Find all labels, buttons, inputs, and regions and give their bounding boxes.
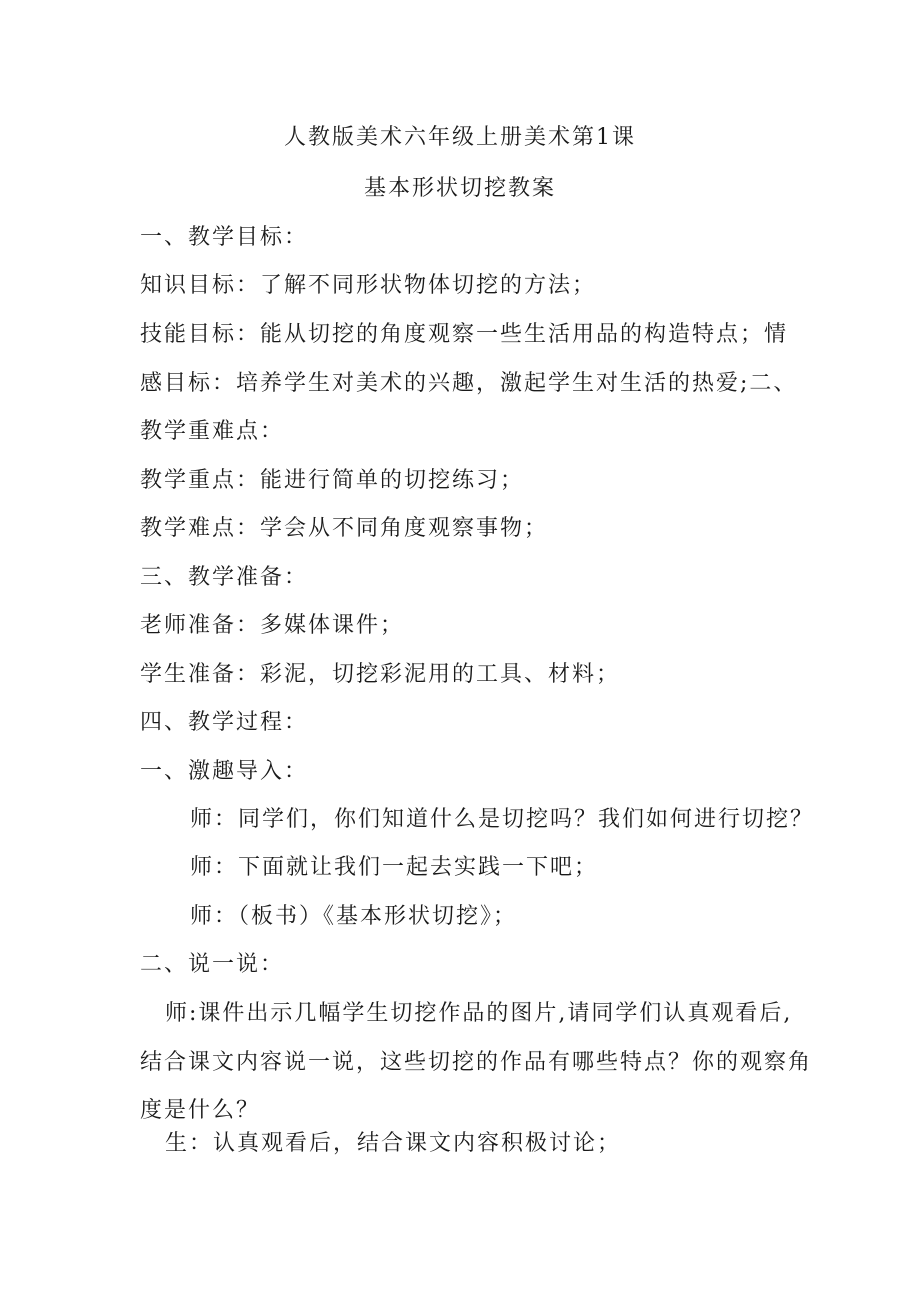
paragraph-line: 度是什么？ [140, 1098, 261, 1123]
paragraph-line: 知识目标：了解不同形状物体切挖的方法； [140, 273, 597, 298]
dialogue-line: 师：同学们，你们知道什么是切挖吗？我们如何进行切挖？ [190, 807, 815, 832]
paragraph-line: 学生准备：彩泥，切挖彩泥用的工具、材料； [140, 662, 621, 687]
document-title-line2: 基本形状切挖教案 [363, 176, 556, 201]
dialogue-line: 师：（板书）《基本形状切挖》； [190, 904, 518, 929]
section-heading-preparation: 三、教学准备： [140, 565, 309, 590]
section-heading-process: 四、教学过程： [140, 710, 309, 735]
dialogue-line: 生：认真观看后，结合课文内容积极讨论； [165, 1131, 622, 1156]
paragraph-line: 结合课文内容说一说，这些切挖的作品有哪些特点？你的观察角 [140, 1050, 813, 1075]
paragraph-line: 师:课件出示几幅学生切挖作品的图片,请同学们认真观看后, [165, 1001, 793, 1026]
subsection-heading-intro: 一、激趣导入： [140, 759, 309, 784]
paragraph-line: 感目标：培养学生对美术的兴趣，激起学生对生活的热爱;二、 [140, 371, 798, 396]
paragraph-line: 教学难点：学会从不同角度观察事物； [140, 516, 549, 541]
section-heading-key-points: 教学重难点： [140, 419, 285, 444]
document-title-line1: 人教版美术六年级上册美术第1课 [284, 125, 636, 150]
paragraph-line: 技能目标：能从切挖的角度观察一些生活用品的构造特点；情 [140, 322, 789, 347]
section-heading-objectives: 一、教学目标： [140, 225, 309, 250]
dialogue-line: 师：下面就让我们一起去实践一下吧； [190, 855, 599, 880]
subsection-heading-discuss: 二、说一说： [140, 952, 285, 977]
paragraph-line: 老师准备：多媒体课件； [140, 613, 405, 638]
paragraph-line: 教学重点：能进行简单的切挖练习； [140, 468, 525, 493]
